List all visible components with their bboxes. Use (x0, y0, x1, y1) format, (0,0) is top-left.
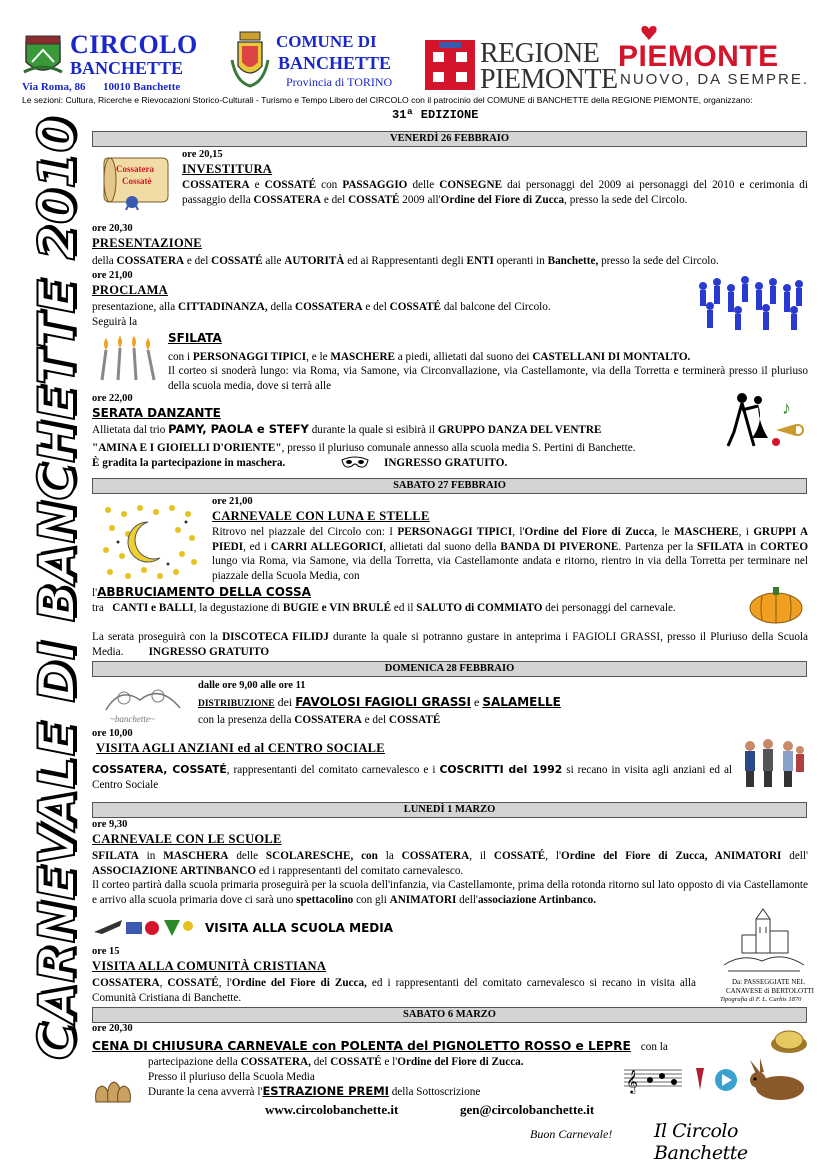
circolo-crest-icon (22, 32, 64, 80)
abbr-prefix: l' (92, 587, 98, 599)
svg-text:~banchette~: ~banchette~ (110, 714, 155, 724)
text-scuole-1: SFILATA in MASCHERA delle SCOLARESCHE, con la COSSATERA, il COSSATÉ, l'Ordine del Fiore di Zucca, ANIMATORI dell' ASSOCIAZIONE ARTINBANCO ed i rappresentanti del comitato carnevalesco. (92, 850, 809, 877)
title-cena-row (92, 1037, 668, 1055)
time-dalle-9: dalle ore 9,00 alle ore 11 (198, 680, 306, 691)
buon-carnevale: Buon Carnevale! (530, 1127, 613, 1141)
text-anziani: COSSATERA, COSSATÉ, rappresentanti del comitato carnevalesco e i COSCRITTI del 1992 si recano in visita agli anziani ed al Centro Sociale (92, 763, 733, 791)
website-link[interactable]: www.circolobanchette.it (265, 1102, 399, 1117)
text-seguira: Seguirà la (92, 316, 138, 328)
prize-bags-icon (92, 1070, 134, 1104)
time-2015: ore 20,15 (182, 149, 223, 160)
comune-name-2: BANCHETTE (278, 53, 392, 73)
circolo-logo (22, 32, 64, 80)
time-2030: ore 20,30 (92, 223, 133, 234)
castle-caption-3: Tipografia di F. L. Curbis 1870 (720, 996, 802, 1003)
day-band-domenica: DOMENICA 28 FEBBRAIO (92, 661, 807, 677)
text-distribuzione: DISTRIBUZIONE dei FAVOLOSI FAGIOLI GRASSI e SALAMELLE (198, 695, 561, 709)
carnival-sketch-icon (100, 680, 186, 724)
crowd-icon (695, 272, 807, 330)
time-2030-cena: ore 20,30 (92, 1023, 133, 1034)
title-sfilata: SFILATA (168, 331, 222, 345)
text-investitura: COSSATERA e COSSATÉ con PASSAGGIO delle CONSEGNE dai personaggi del 2009 ai personaggi del 2010 e cerimonia di passaggio della COSSATERA e del COSSATÉ 2009 all'Ordine del Fiore di Zucca, presso la sede del Circolo. (182, 179, 809, 206)
title-investitura: INVESTITURA (182, 162, 273, 176)
svg-text:♪: ♪ (782, 398, 791, 418)
regione-name-2: PIEMONTE (480, 64, 618, 95)
title-scuole: CARNEVALE CON LE SCUOLE (92, 832, 282, 846)
regione-logo (425, 40, 475, 90)
title-scuola-media: VISITA ALLA SCUOLA MEDIA (205, 921, 393, 935)
cena3-pre: Durante la cena avverrà l' (148, 1086, 263, 1098)
title-abbruciamento: ABBRUCIAMENTO DELLA COSSA (97, 585, 311, 599)
music-wine-icon (622, 1060, 742, 1094)
people-icon (740, 738, 806, 788)
torches-icon (98, 336, 160, 382)
text-canti: tra CANTI e BALLI, la degustazione di BUGIE e VIN BRULÉ ed il SALUTO di COMMIATO dei personaggi del carnevale. (92, 602, 676, 614)
text-cena-1: partecipazione della COSSATERA, del COSSATÉ e l'Ordine del Fiore di Zucca. (148, 1056, 524, 1068)
text-presentazione: della COSSATERA e del COSSATÉ alle AUTORITÀ ed ai Rappresentanti degli ENTI operanti in Banchette, presso la sede del Circolo. (92, 255, 719, 267)
time-2100-sab: ore 21,00 (212, 496, 253, 507)
text-sfilata-1: con i PERSONAGGI TIPICI, e le MASCHERE a piedi, allietati dal suono dei CASTELLANI DI MONTALTO. (168, 351, 691, 363)
title-presentazione: PRESENTAZIONE (92, 236, 202, 250)
pumpkin-icon (748, 584, 804, 624)
time-2100: ore 21,00 (92, 270, 133, 281)
regione-name: REGIONE (480, 38, 600, 69)
regione-flag-icon (425, 40, 475, 90)
circolo-cap: 10010 Banchette (103, 81, 181, 93)
text-proclama: presentazione, alla CITTADINANZA, della COSSATERA e del COSSATÉ dal balcone del Circolo. (92, 301, 551, 313)
side-title (28, 116, 86, 1060)
day-band-sabato6: SABATO 6 MARZO (92, 1007, 807, 1023)
circolo-address: Via Roma, 86 (22, 81, 86, 93)
moon-stars-icon (98, 500, 200, 582)
intro-text: Le sezioni: Cultura, Ricerche e Rievocazioni Storico-Culturali - Turismo e Tempo Libero del CIRCOLO con il patrocinio del COMUNE di BANCHETTE della REGIONE PIEMONTE, organizzano: (22, 95, 753, 105)
time-15: ore 15 (92, 946, 120, 957)
scroll-label-2: Cossatè (122, 176, 152, 186)
day-band-sabato27: SABATO 27 FEBBRAIO (92, 478, 807, 494)
school-items-icon (92, 912, 194, 940)
piemonte-brand: PIEMONTE (618, 40, 779, 73)
day-band-venerdi: VENERDÌ 26 FEBBRAIO (92, 131, 807, 147)
mask-icon (340, 454, 370, 472)
svg-text:𝄞: 𝄞 (626, 1071, 638, 1093)
castle-icon (722, 905, 806, 975)
text-cena-3 (148, 1084, 480, 1100)
circolo-name: CIRCOLO (70, 30, 198, 59)
title-anziani: VISITA AGLI ANZIANI ed al CENTRO SOCIALE (96, 741, 385, 755)
text-presenza: con la presenza della COSSATERA e del COSSATÉ (198, 714, 441, 726)
title-serata: SERATA DANZANTE (92, 406, 221, 420)
edizione: 31ª EDIZIONE (392, 108, 479, 122)
text-scuole-2: Il corteo partirà dalla scuola primaria proseguirà per la scuola dell'infanzia, via Castellamonte, prima della rotonda ritorno sul lato opposto di via Castellamonte e arrivo alla scuola primaria dove ci sarà uno spettacolino con gli ANIMATORI dell'associazione Artinbanco. (92, 879, 808, 906)
title-luna: CARNEVALE CON LUNA E STELLE (212, 509, 430, 523)
text-abbruciamento (92, 583, 311, 601)
text-gradita: È gradita la partecipazione in maschera. (92, 457, 286, 469)
signature: Il Circolo Banchette (654, 1120, 748, 1164)
comune-crest-icon (230, 30, 270, 90)
cena3-bold: ESTRAZIONE PREMI (262, 1084, 389, 1098)
circolo-name-2: BANCHETTE (70, 58, 184, 78)
day-band-lunedi: LUNEDÌ 1 MARZO (92, 802, 807, 818)
text-cristiana: COSSATERA, COSSATÉ, l'Ordine del Fiore di Zucca, ed i rappresentanti del comitato carnevalesco si recano in visita alla Comunità Cristiana di Banchette. (92, 977, 696, 1004)
side-title-text: CARNEVALE DI BANCHETTE 2010 (28, 116, 86, 1060)
text-luna: Ritrovo nel piazzale del Circolo con: I PERSONAGGI TIPICI, l'Ordine del Fiore di Zucca, le MASCHERE, i GRUPPI A PIEDI, ed i CARRI ALLEGORICI, allietati dal suono della BANDA DI PIVERONE. Partenza per la SFILATA in CORTEO lungo via Roma, via Samone, via della Torretta, via Castellamonte andata e ritorno, rientro in via della Torretta per terminare nel piazzale della Scuola Media, con (212, 526, 809, 582)
dancers-icon (724, 392, 806, 448)
email-link[interactable]: gen@circolobanchette.it (460, 1102, 595, 1117)
castle-caption-1: Da: PASSEGGIATE NEL (732, 978, 805, 986)
hare-icon (746, 1058, 808, 1102)
text-cena-con: con la (640, 1041, 668, 1053)
text-serata-1: Allietata dal trio PAMY, PAOLA e STEFY durante la quale si esibirà il GRUPPO DANZA DEL VENTRE (92, 422, 602, 436)
comune-name: COMUNE DI (276, 32, 377, 51)
scroll-icon (102, 152, 172, 210)
cena3-post: della Sottoscrizione (391, 1086, 481, 1098)
text-cena-2: Presso il pluriuso della Scuola Media (148, 1071, 315, 1083)
title-proclama: PROCLAMA (92, 283, 169, 297)
comune-province: Provincia di TORINO (286, 75, 393, 89)
castle-caption-2: CANAVESE di BERTOLOTTI (726, 987, 814, 995)
scroll-label-1: Cossatera (116, 164, 154, 174)
polenta-icon (770, 1026, 808, 1054)
text-serata-2: "AMINA E I GIOIELLI D'ORIENTE", presso il pluriuso comunale annesso alla scuola media S. Pertini di Banchette. (92, 442, 636, 454)
title-cena: CENA DI CHIUSURA CARNEVALE con POLENTA del PIGNOLETTO ROSSO e LEPRE (92, 1039, 631, 1053)
title-cristiana: VISITA ALLA COMUNITÀ CRISTIANA (92, 959, 327, 973)
comune-logo (230, 30, 270, 90)
text-ingresso-2: INGRESSO GRATUITO (148, 645, 270, 658)
text-ingresso-1: INGRESSO GRATUITO. (384, 457, 508, 469)
time-930: ore 9,30 (92, 819, 128, 830)
text-sfilata-2: Il corteo si snoderà lungo: via Roma, via Samone, via Circonvallazione, via Castellamonte, via della Torretta e terminerà presso il pluriuso della scuola media, dove si terrà alle (168, 365, 808, 392)
time-1000: ore 10,00 (92, 728, 133, 739)
text-discoteca: La serata proseguirà con la DISCOTECA FILIDJ durante la quale si potranno gustare in anteprima i FAGIOLI GRASSI, presso il Pluriuso della Scuola Media. INGRESSO GRATUITO (92, 631, 808, 658)
time-2200: ore 22,00 (92, 393, 133, 404)
piemonte-slogan: NUOVO, DA SEMPRE. (620, 71, 810, 88)
